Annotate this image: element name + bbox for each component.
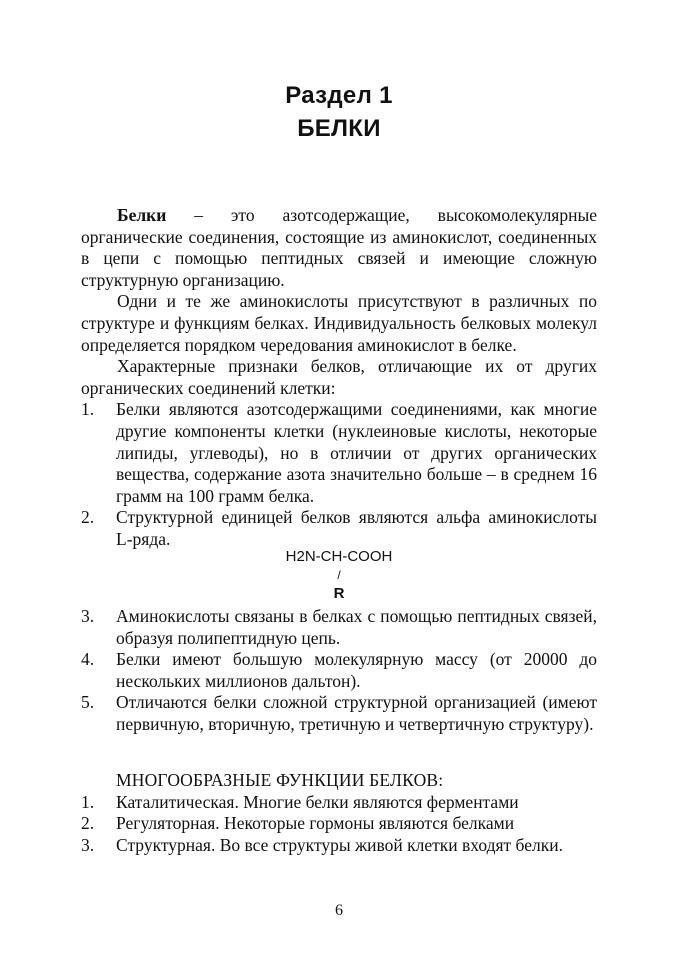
features-list-part1 [81,399,597,550]
formula-main: H2N-CH-COOH [285,548,393,565]
feature-item [81,692,597,735]
functions-list [81,792,597,857]
formula-radical: R [333,585,345,602]
feature-item [81,399,597,507]
feature-number: 2. [81,507,95,528]
feature-item [81,649,597,692]
function-text: Регуляторная. Некоторые гормоны являются белками [116,813,515,834]
feature-text: Аминокислоты связаны в белках с помощью пептидных связей, образуя полипептидную цепь. [116,606,597,648]
features-block-part2 [81,606,597,736]
features-intro-paragraph: Характерные признаки белков, отличающие их от других органических соединений клетки: [81,356,597,398]
function-item [81,813,597,835]
individuality-paragraph: Одни и те же аминокислоты присутствуют в различных по структуре и функциям белках. Индивидуальность белковых молекул определяется порядком чередования аминокислот в белке. [81,291,597,355]
feature-number: 5. [81,692,95,713]
formula-bond: / [337,568,341,582]
feature-item [81,507,597,550]
page-number: 6 [335,902,343,919]
function-item [81,792,597,814]
function-number: 2. [81,813,95,834]
functions-block [81,770,597,856]
term-proteins: Белки [117,205,167,225]
feature-number: 3. [81,606,95,626]
function-item [81,835,597,857]
feature-item [81,606,597,649]
section-title: БЕЛКИ [297,115,381,142]
definition-paragraph [81,205,597,291]
function-text: Каталитическая. Многие белки являются ферментами [116,791,519,812]
feature-text: Отличаются белки сложной структурной организацией (имеют первичную, вторичную, третичную и четвертичную структуру). [116,692,597,734]
function-text: Структурная. Во все структуры живой клетки входят белки. [116,834,563,855]
features-list-part2 [81,606,597,736]
intro-block [81,205,597,551]
feature-text: Белки имеют большую молекулярную массу (от 20000 до нескольких миллионов дальтон). [116,649,597,691]
definition-text: – это азотсодержащие, высокомолекулярные органические соединения, состоящие из аминокислот, соединенных в цепи с помощью пептидных связей и имеющие сложную структурную организацию. [81,205,597,290]
feature-text: Структурной единицей белков являются альфа аминокислоты L-ряда. [116,507,597,549]
section-number: Раздел 1 [285,82,393,109]
feature-number: 1. [81,399,95,420]
feature-number: 4. [81,649,95,670]
feature-text: Белки являются азотсодержащими соединениями, как многие другие компоненты клетки (нуклеиновые кислоты, некоторые липиды, углеводы), но в отличии от других органических вещества, содержание азота значительно больше – в среднем 16 грамм на 100 грамм белка. [116,399,597,506]
function-number: 1. [81,791,95,812]
functions-title: МНОГООБРАЗНЫЕ ФУНКЦИИ БЕЛКОВ: [116,770,444,790]
function-number: 3. [81,834,95,855]
